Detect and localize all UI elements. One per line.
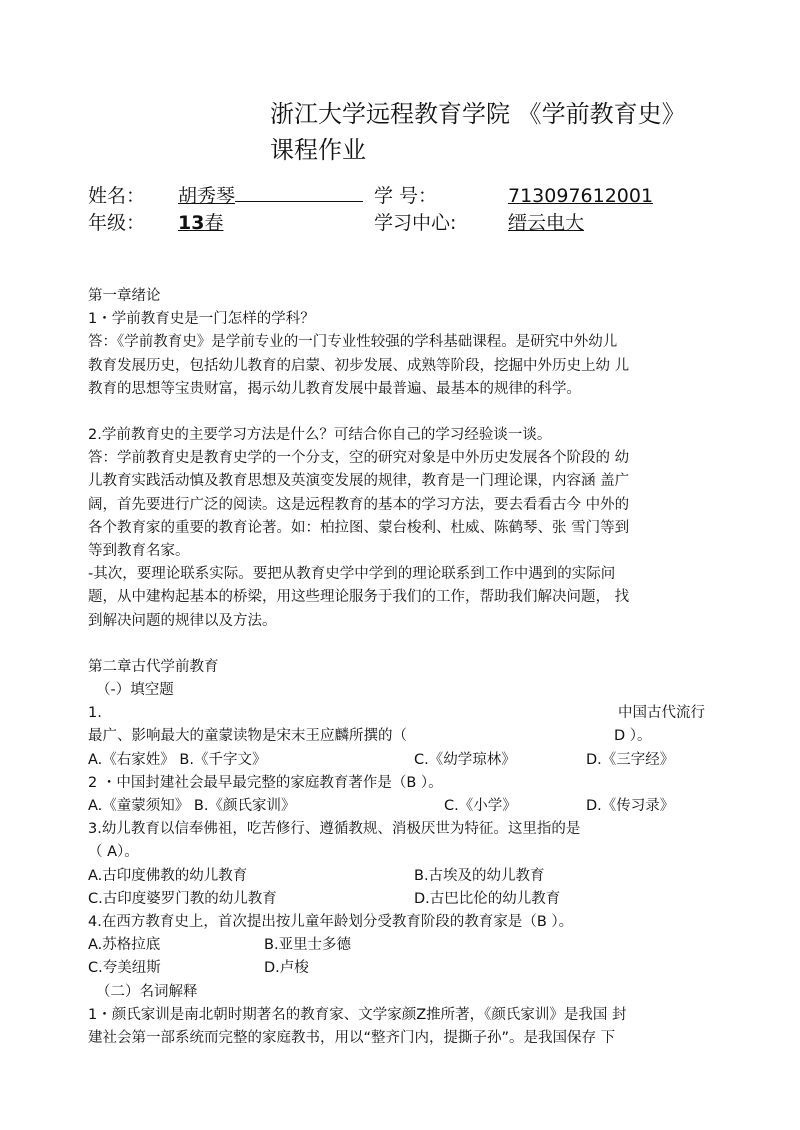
ch1-answer-2-line: 等到教育名家。 bbox=[88, 543, 190, 560]
ch2-q1-number: 1. bbox=[88, 705, 102, 722]
ch2-q2-options bbox=[88, 795, 728, 818]
option: D.古巴比伦的幼儿教育 bbox=[414, 890, 561, 907]
grade-suffix: 春 bbox=[204, 212, 224, 234]
ch2-definition-1-line: 建社会第一部系统而完整的家庭教书，用以“整齐门内，提撕子孙”。是我国保存 下 bbox=[88, 1029, 616, 1046]
ch2-q1-right-text: 中国古代流行 bbox=[618, 705, 705, 722]
ch2-q1-answer: D ）。 bbox=[614, 728, 652, 745]
section-fill-blank: （-）填空题 bbox=[96, 682, 174, 699]
option: C.夸美纽斯 bbox=[88, 960, 161, 977]
name-label: 姓名： bbox=[88, 185, 146, 207]
ch2-q3-options-row2 bbox=[88, 888, 728, 911]
grade-value bbox=[178, 210, 223, 236]
grade-label: 年级： bbox=[88, 212, 146, 234]
option: B.亚里士多德 bbox=[264, 937, 352, 954]
ch1-answer-2-line: 题，从中建构起基本的桥梁，用这些理论服务于我们的工作，帮助我们解决问题， 找 bbox=[88, 589, 630, 606]
ch2-q4: 4.在西方教育史上，首次提出按儿童年龄划分受教育阶段的教育家是（B ）。 bbox=[88, 913, 574, 930]
ch2-q1-text: 最广、影响最大的童蒙读物是宋末王应麟所撰的（ bbox=[88, 728, 407, 745]
ch2-definition-1-line: 1・颜氏家训是南北朝时期著名的教育家、文学家颜Z推所著，《颜氏家训》是我国 封 bbox=[88, 1006, 627, 1023]
ch2-q1-second-line bbox=[88, 725, 728, 748]
option: A.苏格拉底 bbox=[88, 937, 161, 954]
ch1-answer-2-line: 儿教育实践活动慎及教育思想及英演变发展的规律，教育是一门理论课，内容涵 盖广 bbox=[88, 473, 630, 490]
ch1-question-2: 2.学前教育史的主要学习方法是什么？可结合你自己的学习经验谈一谈。 bbox=[88, 427, 552, 444]
option: A.《童蒙须知》 B.《颜氏家训》 bbox=[88, 798, 296, 815]
doc-title-line1: 浙江大学远程教育学院 《学前教育史》 bbox=[270, 100, 686, 128]
name-field bbox=[178, 183, 363, 209]
ch1-answer-2-line: 阔，首先要进行广泛的阅读。这是远程教育的基本的学习方法，要去看看古今 中外的 bbox=[88, 496, 630, 513]
ch1-answer-1-line: 教育的思想等宝贵财富，揭示幼儿教育发展中最普遍、最基本的规律的科学。 bbox=[88, 380, 581, 397]
ch1-answer-2-line: -其次，要理论联系实际。要把从教育史学中学到的理论联系到工作中遇到的实际问 bbox=[88, 566, 616, 583]
chapter2-heading: 第二章古代学前教育 bbox=[88, 658, 219, 675]
name-value: 胡秀琴 bbox=[178, 185, 236, 207]
option: D.卢梭 bbox=[264, 960, 309, 977]
chapter1-heading: 第一章绪论 bbox=[88, 288, 161, 304]
id-label: 学 号： bbox=[374, 185, 438, 207]
option: A.古印度佛教的幼儿教育 bbox=[88, 867, 248, 884]
ch1-answer-2-line: 答：学前教育史是教育史学的一个分支，空的研究对象是中外历史发展各个阶段的 幼 bbox=[88, 450, 630, 467]
section-definitions: （二）名词解释 bbox=[96, 983, 198, 1000]
ch2-q1-first-line bbox=[88, 702, 728, 725]
ch2-q2: 2 ・中国封建社会最早最完整的家庭教育著作是（B ）。 bbox=[88, 774, 443, 791]
ch1-answer-2-line: 到解决问题的规律以及方法。 bbox=[88, 612, 277, 629]
ch1-answer-1-line: 教育发展历史，包括幼儿教育的启蒙、初步发展、成熟等阶段，挖掘中外历史上幼 儿 bbox=[88, 357, 630, 374]
ch1-answer-1-line: 答：《学前教育史》是学前专业的一门专业性较强的学科基础课程。是研究中外幼儿 bbox=[88, 334, 618, 351]
center-value: 缙云电大 bbox=[508, 212, 585, 234]
ch2-q4-options-row1 bbox=[88, 934, 728, 957]
grade-number: 13 bbox=[178, 212, 205, 234]
ch2-q3-line2: （ A）。 bbox=[88, 844, 139, 861]
center-label: 学习中心: bbox=[374, 212, 457, 234]
id-value: 713097612001 bbox=[508, 185, 654, 207]
ch2-q4-options-row2 bbox=[88, 957, 728, 980]
name-underline bbox=[235, 183, 363, 202]
ch2-q1-options bbox=[88, 749, 728, 772]
ch1-question-1: 1・学前教育史是一门怎样的学科？ bbox=[88, 311, 315, 328]
ch1-answer-2-line: 各个教育家的重要的教育论著。如：柏拉图、蒙台梭利、杜威、陈鹤琴、张 雪门等到 bbox=[88, 519, 630, 536]
option: A.《右家姓》 B.《千字文》 bbox=[88, 751, 267, 768]
doc-title-line2: 课程作业 bbox=[270, 136, 366, 164]
option: C.古印度婆罗门教的幼儿教育 bbox=[88, 890, 277, 907]
ch2-q3-options-row1 bbox=[88, 865, 728, 888]
option: D.《传习录》 bbox=[586, 798, 675, 815]
document-body bbox=[88, 285, 728, 1050]
option: D.《三字经》 bbox=[586, 751, 675, 768]
ch2-q3-line1: 3.幼儿教育以信奉佛祖，吃苦修行、遵循教规、消极厌世为特征。这里指的是 bbox=[88, 821, 581, 838]
option: C.《幼学琼林》 bbox=[414, 751, 516, 768]
option: B.古埃及的幼儿教育 bbox=[414, 867, 545, 884]
option: C.《小学》 bbox=[444, 798, 517, 815]
